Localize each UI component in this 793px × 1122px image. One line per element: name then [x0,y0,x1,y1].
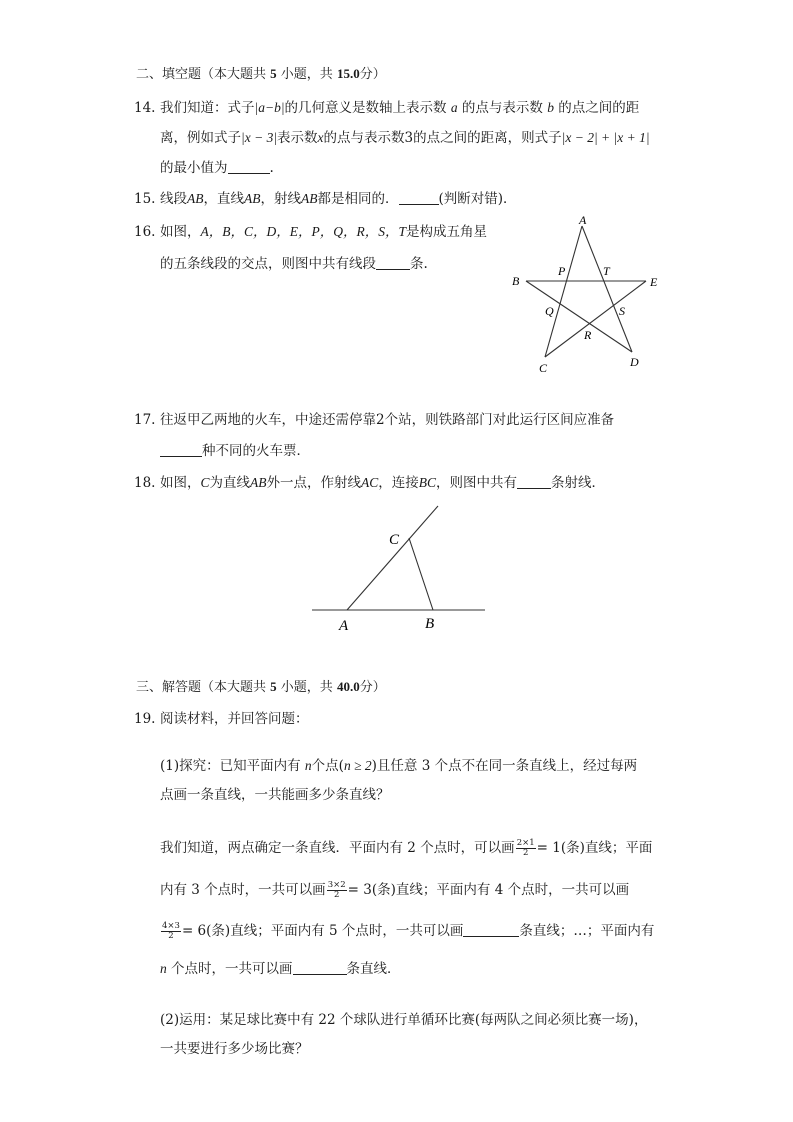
fraction [327,881,347,900]
math-var: AB [250,475,267,490]
q14-line-2 [160,128,650,148]
math-expr: = 1 [536,840,561,856]
section-score: 15.0 [336,66,360,81]
answer-blank[interactable] [517,474,551,489]
text: 条直线． [346,961,401,977]
text: 的点之间的距 [558,100,640,116]
text: 个点( [311,758,344,774]
math-var: AC [361,475,379,490]
star-edge-ec [545,281,646,357]
text: 我们知道，两点确定一条直线．平面内有 [160,840,403,856]
label-C: C [539,361,548,375]
fraction-numerator: 4×3 [162,921,180,931]
section-title-text: 三、解答题（本大题共 [136,680,267,695]
answer-blank[interactable] [463,922,519,937]
text: 个点时，一共可以画 [507,882,630,898]
answer-blank[interactable] [160,442,202,457]
text: 线段 [160,191,187,207]
text: 个点时，一共可以画 [341,923,464,939]
text: 外一点，作射线 [266,475,362,491]
math-num: 2 [407,840,416,856]
section-3-heading [136,677,386,698]
label-D: D [630,355,639,369]
math-expr: = 6 [181,923,207,939]
text: )且任意 [371,758,418,774]
q19-p5-line [160,959,401,979]
text: ，射线 [260,191,301,207]
text: 的点与表示数 [461,100,543,116]
ray-figure [305,500,495,640]
fraction-numerator: 3×2 [327,880,346,890]
text: 个点时，一共可以画 [171,961,293,977]
math-num: 3 [404,130,414,146]
math-expr: |x − 3| [241,130,278,145]
math-num: 3 [421,758,431,774]
question-number: 16. [134,224,156,240]
answer-blank[interactable] [376,255,410,270]
text: 条射线． [551,475,606,491]
text: 一共要进行多少场比赛？ [160,1041,309,1057]
math-var: BC [418,475,437,490]
q15-line-1 [134,189,517,209]
fraction [516,839,536,858]
math-num: 2 [376,412,385,428]
text: 如图， [160,475,201,491]
label-P: P [558,264,566,278]
text: 离，例如式子 [160,130,241,146]
math-num: 3 [191,882,200,898]
question-number: 14. [134,100,156,116]
q19-p2-line [160,838,652,858]
q17-line-1 [134,410,614,430]
text: 内有 [160,882,187,898]
text: 如图， [160,224,201,240]
label-Q: Q [545,304,554,318]
text: 种不同的火车票． [202,443,310,459]
q14-line-3 [160,158,274,178]
q19-p6-line-1 [160,1010,647,1030]
answer-blank[interactable] [228,159,270,174]
math-var: n [160,961,167,976]
text: . [269,160,274,176]
fraction-numerator: 2×1 [516,838,535,848]
label-R: R [584,328,592,342]
text: (条)直线；平面内有 [206,923,325,939]
math-expr: |x − 2| + |x + 1| [561,130,650,145]
text: 点画一条直线，一共能画多少条直线？ [160,787,390,803]
answer-blank[interactable] [293,960,347,975]
q14-line-1 [134,98,639,118]
label-E: E [650,275,658,289]
text: 个点不在同一条直线上，经过每两 [434,758,638,774]
text: (1)探究：已知平面内有 [160,758,301,774]
fraction-denominator: 2 [522,848,529,858]
fraction [161,922,181,941]
label-T: T [603,264,610,278]
text: 阅读材料，并回答问题： [160,711,309,727]
section-title-mid: 小题，共 [280,67,333,82]
fraction-denominator: 2 [333,890,340,900]
text: (条)直线；平面内有 [371,882,491,898]
math-var: A，B，C，D，E，P，Q，R，S，T [200,224,406,239]
label-B: B [425,616,435,632]
math-var: AB [187,191,204,206]
q16-line-1 [134,222,487,242]
q19-p1-line-1 [160,756,637,776]
text: (条)直线；平面 [560,840,653,856]
math-var: AB [301,191,318,206]
question-number: 15. [134,191,156,207]
math-num: 4 [494,882,504,898]
math-var: b [547,100,554,115]
fraction-denominator: 2 [168,931,174,941]
section-count: 5 [270,66,277,81]
text: (2)运用：某足球比赛中有 [160,1012,315,1028]
text: 的点之间的距离，则式子 [413,130,562,146]
q18-line-1 [134,473,605,493]
q17-line-2 [160,441,310,461]
label-B: B [512,274,520,288]
text: 个球队进行单循环比赛(每两队之间必须比赛一场)， [339,1012,648,1028]
ray-ac [347,506,438,610]
text: 的点与表示数 [323,130,405,146]
answer-blank[interactable] [399,190,439,205]
text: 我们知道：式子 [160,100,255,116]
math-var: a [450,100,458,115]
text: 的五条线段的交点，则图中共有线段 [160,256,376,272]
text: ，直线 [203,191,244,207]
q16-line-2 [160,254,428,274]
text: 为直线 [209,475,251,491]
text: 条. [410,256,428,272]
section-2-heading [136,64,386,85]
section-score: 40.0 [336,679,360,694]
q19-line-intro [134,709,309,729]
section-count: 5 [270,679,277,694]
question-number: 18. [134,475,156,491]
section-title-end: 分） [359,67,386,82]
text: 是构成五角星 [406,224,487,240]
text: 条直线；…；平面内有 [519,923,655,939]
text: 往返甲乙两地的火车，中途还需停靠 [160,412,376,428]
math-var: x [317,130,324,145]
math-num: 22 [318,1012,336,1028]
q19-p6-line-2 [160,1039,309,1059]
text: 个点时，可以画 [420,840,515,856]
math-expr: n ≥ 2 [343,758,372,773]
math-num: 5 [329,923,338,939]
text: ，连接 [378,475,419,491]
label-S: S [619,304,625,318]
question-number: 19. [134,711,156,727]
star-edge-bd [526,281,632,352]
math-var: C [200,475,210,490]
star-figure [500,212,675,382]
math-var: n [304,758,312,773]
segment-bc [409,538,433,610]
question-number: 17. [134,412,156,428]
text: 个站，则铁路部门对此运行区间应准备 [384,412,615,428]
q19-p3-line [160,880,629,900]
star-edge-ac [545,226,582,357]
q19-p4-line [160,921,654,941]
text: (判断对错)． [438,191,517,207]
math-expr: = 3 [347,882,372,898]
math-expr: |a−b| [254,100,285,115]
text: 个点时，一共可以画 [204,882,326,898]
q19-p1-line-2 [160,785,390,805]
text: 的几何意义是数轴上表示数 [284,100,447,116]
section-title-mid: 小题，共 [280,680,333,695]
section-title-text: 二、填空题（本大题共 [136,67,267,82]
label-A: A [339,618,349,634]
label-C: C [389,532,400,548]
text: ，则图中共有 [436,475,518,491]
math-var: AB [244,191,261,206]
text: 都是相同的． [317,191,399,207]
section-title-end: 分） [359,680,386,695]
text: 表示数 [277,130,318,146]
label-A: A [579,213,587,227]
text: 的最小值为 [160,160,228,176]
